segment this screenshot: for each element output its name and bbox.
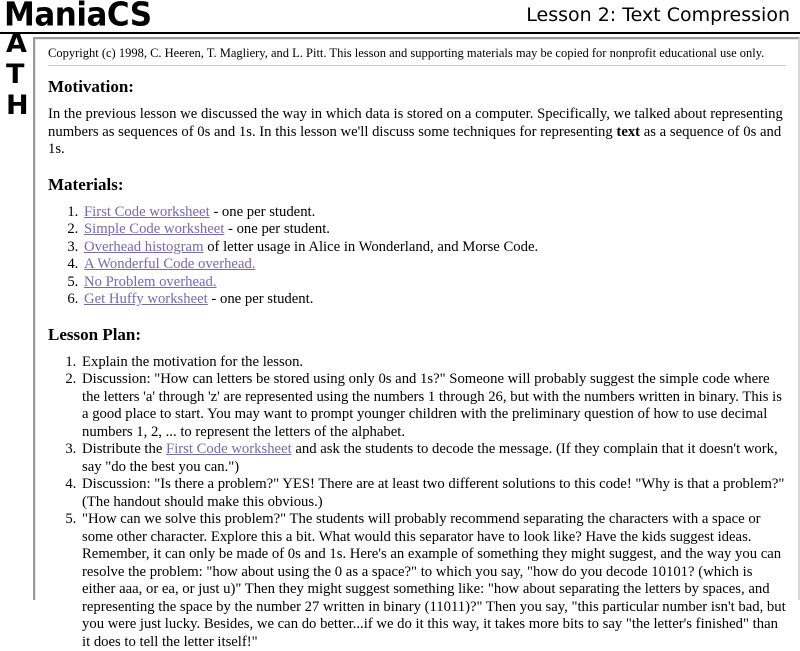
lesson-plan-list bbox=[48, 354, 786, 651]
material-note: - one per student. bbox=[224, 221, 330, 237]
list-item bbox=[82, 256, 786, 274]
list-item bbox=[82, 204, 786, 222]
material-link-wonderful-code-overhead[interactable]: A Wonderful Code overhead. bbox=[84, 256, 256, 272]
plan-step-text: "How can we solve this problem?" The students will probably recommend separating the characters with a space or some other character. Explore this a bit. What would this separator have to look like? Have the kids suggest ideas. Remember, it can only be made of 0s and 1s. Here's an example of something they might suggest, and the way you can resolve the problem: "how about using the 0 as a space?" to which you say, "how do you decode 10101? (which is either aaa, or ea, or just u)" Then they might suggest something like: "how about separating the letters by spaces, and representing the space by the number 27 written in binary (11011)?" Then you say, "this particular number isn't bad, but you were just lucky. Besides, we can do better...if we do it this way, it takes more bits to say "the letter's finished" than it does to tell the letter itself!" bbox=[82, 511, 786, 650]
plan-step-text: Discussion: "Is there a problem?" YES! There are at least two different solutions to this code! "Why is that a problem?" (The handout should make this obvious.) bbox=[82, 476, 784, 510]
copyright-notice: Copyright (c) 1998, C. Heeren, T. Magliery, and L. Pitt. This lesson and supporting materials may be copied for nonprofit educational use only. bbox=[48, 45, 786, 65]
motivation-heading: Motivation: bbox=[48, 77, 786, 97]
plan-link-first-code-worksheet[interactable]: First Code worksheet bbox=[166, 441, 292, 457]
material-note: - one per student. bbox=[210, 204, 316, 220]
list-item bbox=[80, 476, 786, 511]
plan-step-text: Discussion: "How can letters be stored using only 0s and 1s?" Someone will probably suggest the simple code where the letters 'a' through 'z' are represented using the numbers 1 through 26, but with the numbers written in binary. This is a good place to start. You may want to prompt younger children with the preliminary question of how to use decimal numbers 1, 2, ... to represent the letters of the alphabet. bbox=[82, 371, 782, 440]
material-link-no-problem-overhead[interactable]: No Problem overhead. bbox=[84, 274, 217, 290]
list-item bbox=[82, 239, 786, 257]
motivation-text-emphasis: text bbox=[616, 124, 640, 140]
header-divider bbox=[0, 32, 800, 34]
motivation-paragraph bbox=[48, 106, 786, 159]
motivation-text-pre: In the previous lesson we discussed the way in which data is stored on a computer. Specifically, we talked about representing numbers as sequences of 0s and 1s. In this lesson we'll discuss some techniques for representing bbox=[48, 106, 783, 140]
plan-step-text: Distribute the bbox=[82, 441, 166, 457]
material-link-overhead-histogram[interactable]: Overhead histogram bbox=[84, 239, 204, 255]
material-link-get-huffy-worksheet[interactable]: Get Huffy worksheet bbox=[84, 291, 208, 307]
materials-list bbox=[48, 204, 786, 309]
page-header bbox=[0, 0, 800, 34]
material-link-simple-code-worksheet[interactable]: Simple Code worksheet bbox=[84, 221, 224, 237]
logo-letter-a: A bbox=[6, 28, 29, 59]
motivation-text-post: as a sequence of 0s and 1s. bbox=[48, 124, 781, 158]
page-title: Lesson 2: Text Compression bbox=[526, 2, 790, 28]
list-item bbox=[82, 291, 786, 309]
plan-step-text-post: and ask the students to decode the message. (If they complain that it doesn't work, say "do the best you can.") bbox=[82, 441, 778, 475]
logo-letter-t: T bbox=[6, 59, 29, 90]
list-item bbox=[80, 371, 786, 441]
list-item bbox=[80, 441, 786, 476]
material-note: of letter usage in Alice in Wonderland, and Morse Code. bbox=[204, 239, 539, 255]
logo-letter-h: H bbox=[6, 90, 29, 121]
list-item bbox=[82, 274, 786, 292]
list-item bbox=[80, 511, 786, 651]
list-item bbox=[82, 221, 786, 239]
material-link-first-code-worksheet[interactable]: First Code worksheet bbox=[84, 204, 210, 220]
logo-wordmark: ManiaCS bbox=[4, 0, 152, 32]
content-inner bbox=[35, 39, 798, 600]
list-item bbox=[80, 354, 786, 372]
materials-heading: Materials: bbox=[48, 175, 786, 195]
content-frame bbox=[33, 37, 800, 600]
plan-step-text: Explain the motivation for the lesson. bbox=[82, 354, 303, 370]
logo-vertical-math bbox=[6, 28, 29, 121]
copyright-divider bbox=[48, 65, 786, 66]
lesson-plan-heading: Lesson Plan: bbox=[48, 325, 786, 345]
material-note: - one per student. bbox=[208, 291, 314, 307]
